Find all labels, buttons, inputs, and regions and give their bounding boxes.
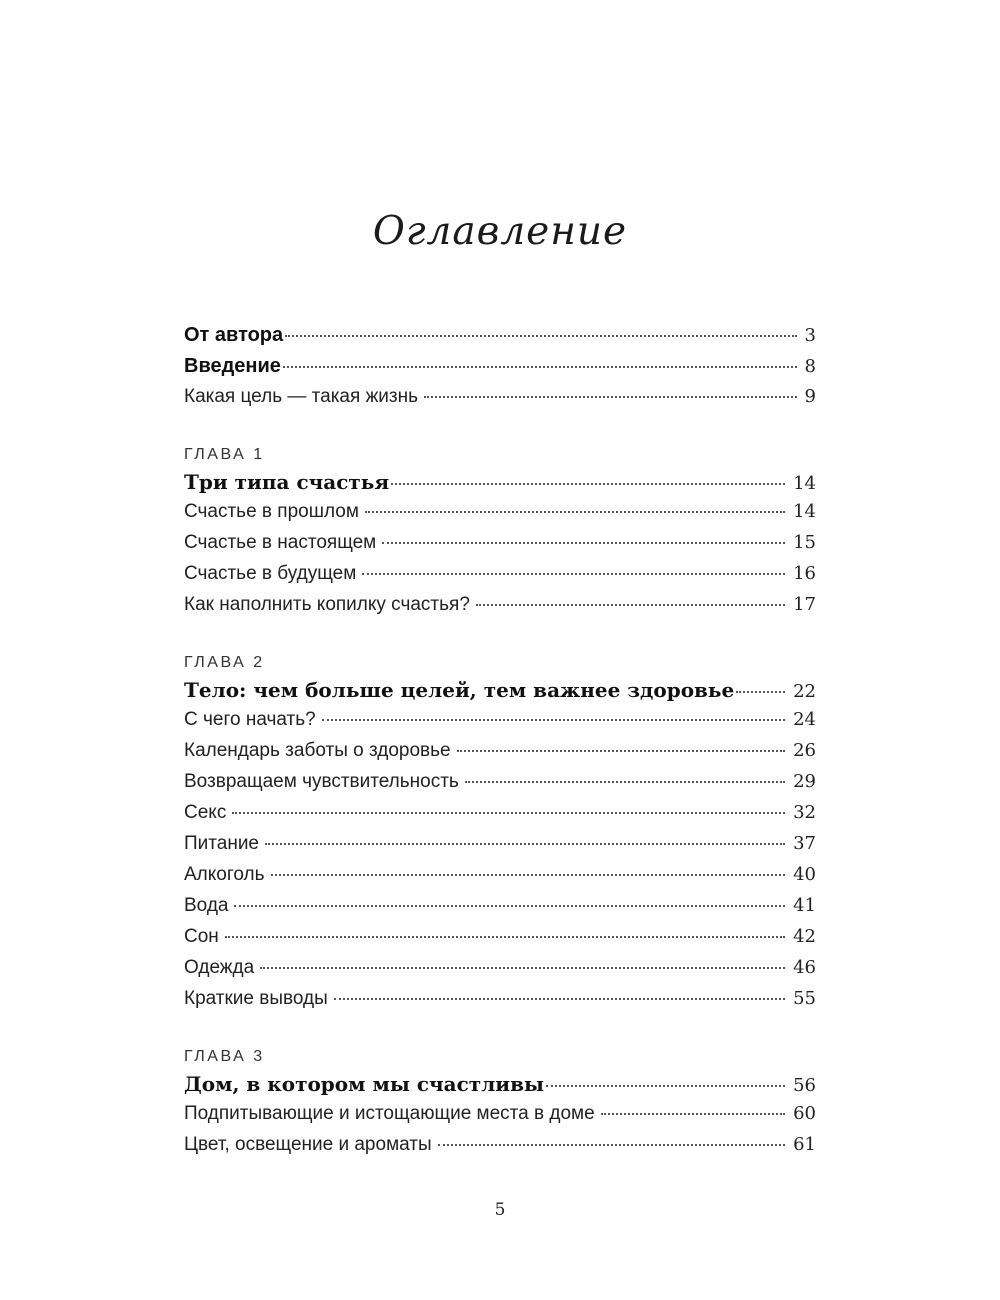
- dot-leader: [465, 781, 785, 783]
- toc-entry-page: 15: [793, 532, 816, 553]
- toc-entry[interactable]: [184, 1072, 816, 1103]
- toc-entry-label: Алкоголь: [184, 864, 265, 885]
- chapter-section: [184, 440, 816, 625]
- toc-entry[interactable]: [184, 833, 816, 864]
- toc-entry[interactable]: [184, 802, 816, 833]
- toc-entry-page: 37: [793, 833, 816, 854]
- toc-entry-label: Вода: [184, 895, 229, 916]
- toc-entry-label: Счастье в настоящем: [184, 532, 377, 553]
- chapter-heading: ГЛАВА 2: [184, 654, 265, 671]
- dot-leader: [271, 874, 786, 876]
- dot-leader: [736, 691, 785, 693]
- dot-leader: [322, 719, 785, 721]
- dot-leader: [334, 998, 785, 1000]
- toc-entry-page: 26: [793, 740, 816, 761]
- toc-entry[interactable]: [184, 709, 816, 740]
- toc-entry-label: Счастье в будущем: [184, 563, 357, 584]
- dot-leader: [601, 1113, 785, 1115]
- dot-leader: [457, 750, 785, 752]
- toc-entry-page: 17: [793, 594, 816, 615]
- toc-entry-page: 29: [793, 771, 816, 792]
- dot-leader: [362, 573, 785, 575]
- chapter-heading: ГЛАВА 1: [184, 446, 265, 463]
- toc-entry-page: 40: [793, 864, 816, 885]
- table-of-contents: [184, 324, 816, 1165]
- toc-entry-page: 24: [793, 709, 816, 730]
- toc-entry-page: 3: [804, 325, 816, 346]
- toc-entry[interactable]: [184, 864, 816, 895]
- dot-leader: [234, 905, 785, 907]
- toc-entry-label: Календарь заботы о здоровье: [184, 740, 451, 761]
- toc-entry[interactable]: [184, 1103, 816, 1134]
- dot-leader: [382, 542, 785, 544]
- toc-entry[interactable]: [184, 563, 816, 594]
- toc-entry-page: 56: [793, 1075, 816, 1096]
- chapter-section: [184, 648, 816, 1019]
- toc-entry-label: Три типа счастья: [184, 470, 390, 494]
- toc-entry-label: Цвет, освещение и ароматы: [184, 1134, 432, 1155]
- toc-entry-page: 42: [793, 926, 816, 947]
- toc-entry[interactable]: [184, 957, 816, 988]
- toc-entry-label: Как наполнить копилку счастья?: [184, 594, 470, 615]
- toc-entry[interactable]: [184, 386, 816, 417]
- dot-leader: [365, 511, 785, 513]
- front-matter: [184, 324, 816, 417]
- toc-entry-page: 61: [793, 1134, 816, 1155]
- toc-entry[interactable]: [184, 926, 816, 957]
- toc-entry-label: Тело: чем больше целей, тем важнее здоровье: [184, 678, 735, 702]
- dot-leader: [285, 335, 796, 337]
- dot-leader: [225, 936, 785, 938]
- toc-entry-page: 32: [793, 802, 816, 823]
- toc-entry[interactable]: [184, 895, 816, 926]
- toc-entry-label: Сон: [184, 926, 219, 947]
- toc-entry[interactable]: [184, 501, 816, 532]
- toc-entry[interactable]: [184, 771, 816, 802]
- toc-entry-label: Одежда: [184, 957, 255, 978]
- toc-entry-label: Введение: [184, 355, 281, 377]
- chapter-heading: ГЛАВА 3: [184, 1048, 265, 1065]
- toc-entry[interactable]: [184, 355, 816, 386]
- toc-entry[interactable]: [184, 324, 816, 355]
- toc-entry-label: Подпитывающие и истощающие места в доме: [184, 1103, 595, 1124]
- toc-entry-page: 16: [793, 563, 816, 584]
- dot-leader: [424, 396, 797, 398]
- toc-entry-label: С чего начать?: [184, 709, 316, 730]
- dot-leader: [232, 812, 785, 814]
- toc-entry[interactable]: [184, 470, 816, 501]
- toc-entry-label: Возвращаем чувствительность: [184, 771, 459, 792]
- toc-entry-page: 60: [793, 1103, 816, 1124]
- toc-entry-label: Какая цель — такая жизнь: [184, 386, 418, 407]
- dot-leader: [476, 604, 785, 606]
- toc-entry-label: Краткие выводы: [184, 988, 328, 1009]
- toc-entry-page: 9: [804, 386, 816, 407]
- toc-entry[interactable]: [184, 988, 816, 1019]
- toc-entry-page: 46: [793, 957, 816, 978]
- toc-entry-label: Счастье в прошлом: [184, 501, 359, 522]
- toc-entry-label: Дом, в котором мы счастливы: [184, 1072, 545, 1096]
- dot-leader: [265, 843, 785, 845]
- chapter-section: [184, 1042, 816, 1165]
- dot-leader: [391, 483, 785, 485]
- toc-entry[interactable]: [184, 740, 816, 771]
- toc-entry[interactable]: [184, 594, 816, 625]
- toc-entry[interactable]: [184, 532, 816, 563]
- toc-entry[interactable]: [184, 1134, 816, 1165]
- page-title: Оглавление: [372, 209, 628, 254]
- toc-entry-page: 41: [793, 895, 816, 916]
- dot-leader: [546, 1085, 785, 1087]
- dot-leader: [260, 967, 785, 969]
- dot-leader: [438, 1144, 785, 1146]
- toc-entry-page: 14: [793, 501, 816, 522]
- toc-entry-label: От автора: [184, 324, 284, 346]
- toc-entry-label: Секс: [184, 802, 227, 823]
- toc-entry-page: 14: [793, 473, 816, 494]
- page-number: 5: [494, 1200, 506, 1220]
- toc-entry-page: 8: [804, 356, 816, 377]
- toc-entry-page: 55: [793, 988, 816, 1009]
- toc-entry[interactable]: [184, 678, 816, 709]
- dot-leader: [283, 366, 797, 368]
- toc-entry-label: Питание: [184, 833, 259, 854]
- toc-entry-page: 22: [793, 681, 816, 702]
